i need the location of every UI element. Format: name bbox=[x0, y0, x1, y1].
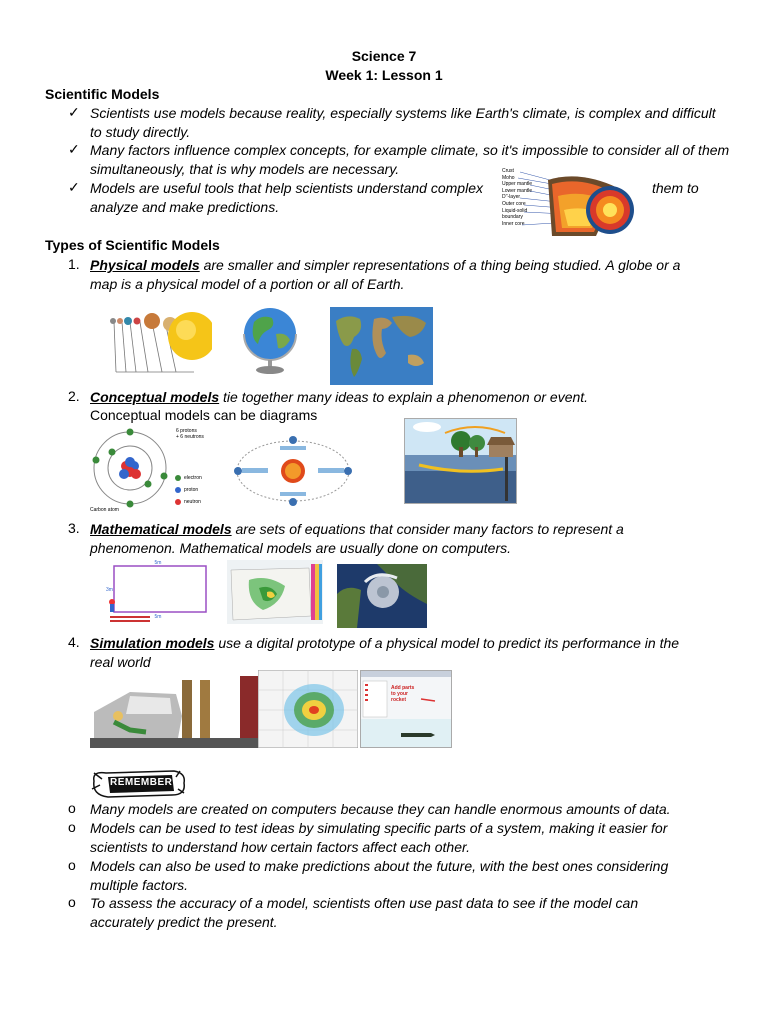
layer-label: Inner core bbox=[502, 220, 525, 227]
atom-label: electron bbox=[184, 475, 202, 481]
term-physical-models: Physical models bbox=[90, 257, 200, 273]
list-item-mathematical bbox=[90, 520, 624, 539]
check-icon: ✓ bbox=[68, 104, 80, 120]
remember-bullet-line2: scientists to understand how certain factors affect each other. bbox=[90, 839, 471, 855]
rocket-simulation-software bbox=[360, 670, 452, 748]
layer-label: Lower mantle bbox=[502, 187, 533, 194]
section-heading-scientific-models: Scientific Models bbox=[45, 86, 160, 102]
list-item-conceptual bbox=[90, 388, 588, 407]
remember-bullet-line2: accurately predict the present. bbox=[90, 914, 278, 930]
atom-label: proton bbox=[184, 487, 199, 493]
item-text: are smaller and simpler representations of a thing being studied. A globe or a bbox=[199, 257, 681, 273]
section-heading-types: Types of Scientific Models bbox=[45, 237, 220, 253]
remember-badge bbox=[90, 767, 188, 799]
doc-subtitle: Week 1: Lesson 1 bbox=[325, 67, 443, 83]
circle-bullet-icon: o bbox=[68, 894, 76, 910]
displacement-diagram bbox=[104, 558, 212, 624]
list-item-line2: real world bbox=[90, 654, 151, 670]
remember-bullet: Many models are created on computers because they can handle enormous amounts of data. bbox=[90, 801, 671, 817]
bullet-text-continued: them to bbox=[652, 180, 699, 196]
layer-label: Moho bbox=[502, 174, 515, 181]
list-number: 2. bbox=[68, 388, 80, 404]
term-simulation-models: Simulation models bbox=[90, 635, 215, 651]
list-number: 4. bbox=[68, 634, 80, 650]
layer-label: Crust bbox=[502, 168, 514, 174]
circle-bullet-icon: o bbox=[68, 800, 76, 816]
term-mathematical-models: Mathematical models bbox=[90, 521, 232, 537]
list-item-simulation bbox=[90, 634, 679, 653]
term-conceptual-models: Conceptual models bbox=[90, 389, 220, 405]
svg-text:3m: 3m bbox=[106, 587, 113, 593]
layer-label: Outer core bbox=[502, 200, 526, 207]
world-map-image bbox=[330, 307, 433, 385]
atom-label: neutron bbox=[184, 499, 201, 505]
bullet-text-line2: analyze and make predictions. bbox=[90, 199, 280, 215]
list-number: 3. bbox=[68, 520, 80, 536]
circle-bullet-icon: o bbox=[68, 857, 76, 873]
carbon-atom-diagram bbox=[88, 424, 216, 514]
bullet-text: Models are useful tools that help scientists understand complex bbox=[90, 180, 483, 196]
remember-bullet: Models can also be used to make predictions about the future, with the best ones considering bbox=[90, 858, 669, 874]
water-cycle-diagram bbox=[404, 418, 517, 504]
crash-test-simulation-image bbox=[90, 676, 258, 748]
storm-simulation-image bbox=[258, 670, 358, 748]
check-icon: ✓ bbox=[68, 179, 80, 195]
add-parts-callout: Add parts to your rocket bbox=[391, 685, 415, 703]
remember-bullet: Models can be used to test ideas by simulating specific parts of a system, making it easier for bbox=[90, 820, 668, 836]
layer-label: D''-layer bbox=[502, 194, 521, 201]
atom-label: + 6 neutrons bbox=[176, 434, 204, 440]
list-number: 1. bbox=[68, 256, 80, 272]
weather-forecast-map bbox=[227, 560, 323, 624]
item-text: tie together many ideas to explain a phenomenon or event. bbox=[219, 389, 589, 405]
list-item-line2: map is a physical model of a portion or all of Earth. bbox=[90, 276, 405, 292]
earth-orbit-seasons-diagram bbox=[228, 428, 358, 514]
item-text: use a digital prototype of a physical model to predict its performance in the bbox=[214, 635, 680, 651]
list-item-line2: Conceptual models can be diagrams bbox=[90, 407, 318, 423]
layer-label: Upper mantle bbox=[502, 181, 533, 188]
doc-title: Science 7 bbox=[351, 48, 417, 64]
layer-label: boundary bbox=[502, 214, 523, 221]
earth-layers-diagram bbox=[500, 166, 640, 246]
bullet-text: Scientists use models because reality, especially systems like Earth's climate, is complex and difficult to study directly. bbox=[90, 105, 716, 140]
svg-text:5m: 5m bbox=[154, 560, 162, 566]
bullet-text: Many factors influence complex concepts, for example climate, so it's impossible to consider all of them simultaneously, that is why models are necessary. bbox=[90, 142, 730, 177]
item-text: are sets of equations that consider many factors to represent a bbox=[231, 521, 624, 537]
solar-system-model-image bbox=[104, 304, 212, 376]
globe-image bbox=[238, 304, 302, 376]
remember-bullet: To assess the accuracy of a model, scientists often use past data to see if the model can bbox=[90, 895, 639, 911]
circle-bullet-icon: o bbox=[68, 819, 76, 835]
check-icon: ✓ bbox=[68, 141, 80, 157]
atom-label: 6 protons bbox=[176, 428, 197, 434]
list-item-line2: phenomenon. Mathematical models are usually done on computers. bbox=[90, 540, 512, 556]
list-item-physical bbox=[90, 256, 680, 275]
atom-caption: Carbon atom bbox=[90, 507, 119, 513]
remember-badge-text: REMEMBER bbox=[110, 777, 173, 788]
svg-text:5m: 5m bbox=[154, 614, 162, 620]
remember-bullet-line2: multiple factors. bbox=[90, 877, 189, 893]
hurricane-satellite-image bbox=[337, 564, 427, 628]
layer-label: Liquid-solid bbox=[502, 207, 528, 214]
